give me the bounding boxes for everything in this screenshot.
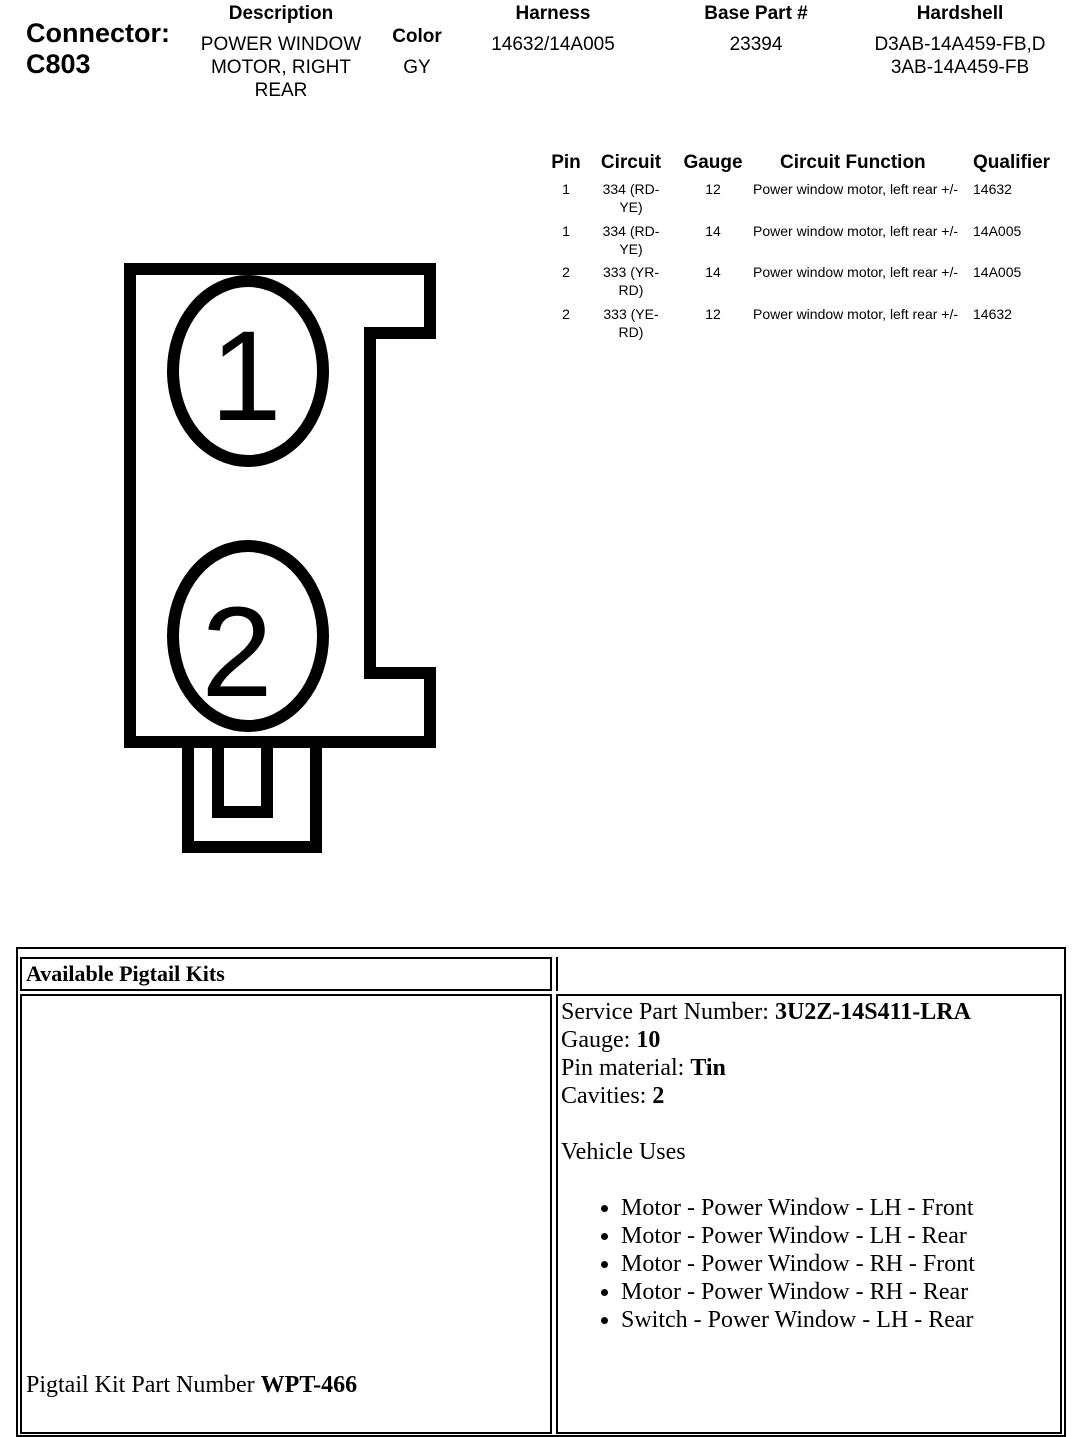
gauge-cell: 14 bbox=[705, 222, 721, 239]
vehicle-use-item: • Switch - Power Window - LH - Rear bbox=[621, 1306, 1060, 1334]
pigtail-title-cell bbox=[20, 957, 552, 991]
gauge-line bbox=[561, 1026, 1060, 1054]
description-header: Description bbox=[228, 3, 334, 24]
qualifier-col-header: Qualifier bbox=[973, 152, 1051, 173]
pin-table-row bbox=[540, 303, 1070, 345]
pigtail-info-cell bbox=[556, 994, 1062, 1434]
pin-table bbox=[540, 152, 1070, 344]
harness-header: Harness bbox=[515, 3, 591, 24]
kit-part-label: Pigtail Kit Part Number bbox=[26, 1372, 255, 1398]
pin-cell: 1 bbox=[562, 181, 570, 197]
function-cell: Power window motor, left rear +/- bbox=[753, 222, 959, 239]
vehicle-use-item: • Motor - Power Window - LH - Front bbox=[621, 1194, 1060, 1222]
qualifier-cell: 14A005 bbox=[973, 222, 1022, 239]
cavities-value: 2 bbox=[652, 1083, 665, 1109]
base-part-value: 23394 bbox=[729, 34, 783, 55]
base-part-header: Base Part # bbox=[704, 3, 808, 24]
pin-table-header bbox=[540, 152, 1070, 178]
function-cell: Power window motor, left rear +/- bbox=[753, 181, 959, 197]
circuit-cell: 334 (RD-YE) bbox=[602, 181, 660, 215]
pin-table-row bbox=[540, 220, 1070, 262]
gauge-col-header: Gauge bbox=[683, 152, 743, 173]
pin-2-label: 2 bbox=[201, 581, 273, 724]
pin-material-value: Tin bbox=[690, 1055, 726, 1081]
circuit-col-header: Circuit bbox=[600, 152, 662, 173]
vehicle-use-item: • Motor - Power Window - RH - Rear bbox=[621, 1278, 1060, 1306]
pigtail-image-cell bbox=[20, 994, 552, 1434]
vehicle-uses-list bbox=[561, 1194, 1060, 1334]
circuit-cell: 334 (RD-YE) bbox=[602, 222, 660, 257]
description-value: POWER WINDOW MOTOR, RIGHT REAR bbox=[200, 34, 362, 101]
connector-latch-outer bbox=[188, 742, 316, 847]
gauge-label: Gauge: bbox=[561, 1027, 631, 1053]
color-header: Color bbox=[392, 26, 442, 47]
qualifier-cell: 14A005 bbox=[973, 264, 1022, 280]
circuit-cell: 333 (YE-RD) bbox=[603, 305, 659, 340]
qualifier-cell: 14632 bbox=[973, 305, 1012, 322]
qualifier-cell: 14632 bbox=[973, 181, 1012, 197]
function-cell: Power window motor, left rear +/- bbox=[753, 264, 959, 280]
circuit-cell: 333 (YR-RD) bbox=[602, 264, 660, 298]
pin-material-line bbox=[561, 1054, 1060, 1082]
pin-material-label: Pin material: bbox=[561, 1055, 685, 1081]
gauge-cell: 12 bbox=[705, 181, 721, 197]
connector-label: Connector: bbox=[26, 18, 170, 48]
connector-title bbox=[26, 18, 170, 80]
pigtail-title: Available Pigtail Kits bbox=[26, 961, 225, 986]
kit-part-number bbox=[26, 1372, 357, 1399]
vehicle-use-item: • Motor - Power Window - RH - Front bbox=[621, 1250, 1060, 1278]
gauge-cell: 12 bbox=[705, 305, 721, 322]
pigtail-title-blank-cell bbox=[556, 957, 1062, 991]
hardshell-header: Hardshell bbox=[916, 3, 1004, 24]
connector-latch-inner bbox=[218, 742, 267, 812]
pin-col-header: Pin bbox=[551, 152, 581, 173]
harness-value: 14632/14A005 bbox=[491, 34, 615, 55]
function-cell: Power window motor, left rear +/- bbox=[753, 305, 959, 322]
hardshell-value: D3AB-14A459-FB,D3AB-14A459-FB bbox=[874, 34, 1046, 78]
service-part-label: Service Part Number: bbox=[561, 999, 769, 1025]
service-part-value: 3U2Z-14S411-LRA bbox=[774, 999, 971, 1025]
cavities-line bbox=[561, 1082, 1060, 1110]
pin-1-label: 1 bbox=[210, 305, 282, 448]
function-col-header: Circuit Function bbox=[780, 152, 926, 173]
pin-cell: 2 bbox=[562, 305, 570, 322]
vehicle-use-item: • Motor - Power Window - LH - Rear bbox=[621, 1222, 1060, 1250]
cavities-label: Cavities: bbox=[561, 1083, 647, 1109]
connector-diagram bbox=[110, 250, 450, 870]
kit-part-value: WPT-466 bbox=[260, 1372, 358, 1398]
connector-id: C803 bbox=[26, 49, 91, 79]
pin-cell: 1 bbox=[562, 222, 570, 239]
service-part-line bbox=[561, 998, 1060, 1026]
vehicle-uses-label: Vehicle Uses bbox=[561, 1139, 686, 1165]
pin-table-row bbox=[540, 261, 1070, 303]
pin-cell: 2 bbox=[562, 264, 570, 280]
pin-table-row bbox=[540, 178, 1070, 220]
color-value: GY bbox=[403, 57, 431, 78]
gauge-value: 10 bbox=[636, 1027, 661, 1053]
gauge-cell: 14 bbox=[705, 264, 721, 280]
